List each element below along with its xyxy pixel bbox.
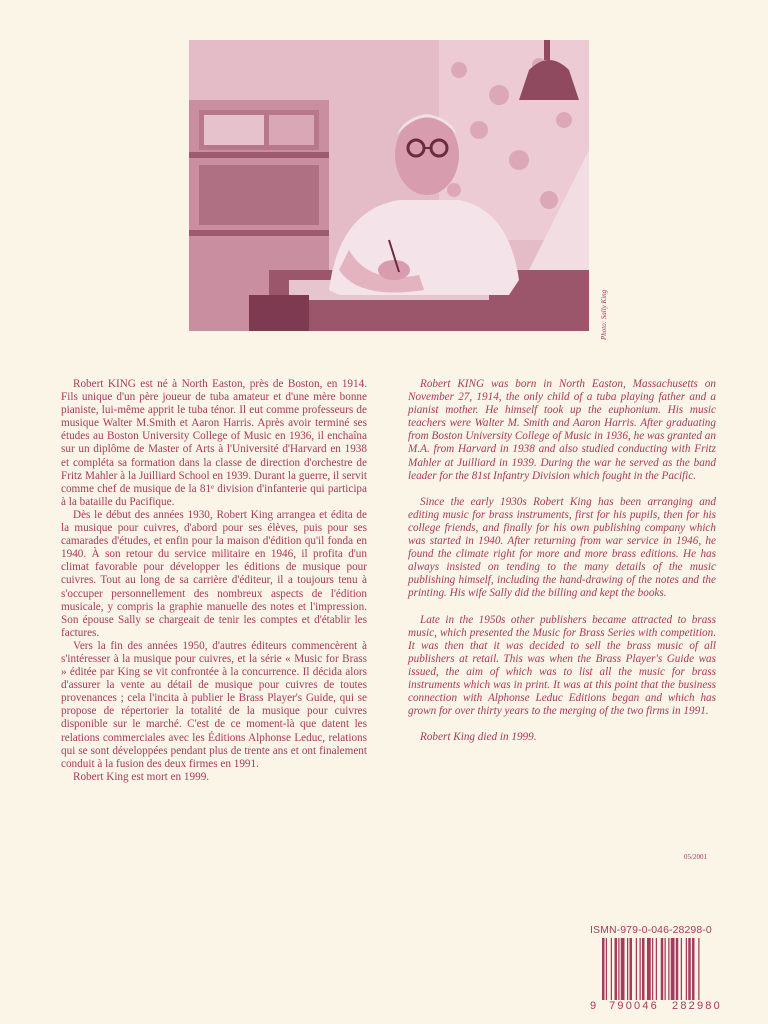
- barcode-bar: [647, 938, 651, 1000]
- portrait-photo: [189, 40, 589, 331]
- barcode-bar: [630, 938, 633, 1000]
- barcode-bar: [606, 938, 607, 1000]
- english-paragraph: Robert King died in 1999.: [420, 731, 537, 744]
- french-text-column: [61, 378, 367, 784]
- barcode-bar: [611, 938, 612, 1000]
- barcode-bar: [636, 938, 637, 1000]
- photo-credit: Photo: Sally King: [600, 289, 608, 340]
- barcode-bar: [698, 938, 699, 1000]
- portrait-illustration: [189, 40, 589, 331]
- date-code: 05/2001: [684, 853, 707, 861]
- barcode-bar: [618, 938, 619, 1000]
- french-paragraph: Robert KING est né à North Easton, près de Boston, en 1914. Fils unique d'un père joueur de tuba amateur et d'une mère bonne pianiste, lui-même apprit le tuba ténor. Il eut comme professeurs de musique Walter M.Smith et Aaron Harris. Après avoir terminé ses études au Boston University College of Music en 1936, il enchaîna sur un diplôme de Master of Arts à l'Université d'Harvard en 1938 et compléta sa formation dans la classe de direction d'orchestre de Fritz Mahler à la Juilliard School en 1939. Durant la guerre, il servit comme chef de musique de la 81ᵉ division d'infanterie qui participa à la bataille du Pacifique.: [61, 378, 367, 508]
- french-paragraph: Dès le début des années 1930, Robert King arrangea et édita de la musique pour cuivres, d'abord pour ses élèves, puis pour ses camarades d'études, et enfin pour la maison d'édition qu'il fonda en 1940. À son retour du service militaire en 1946, il profita d'un climat favorable pour développer les éditions de musique pour cuivres. Tout au long de sa carrière d'éditeur, il a toujours tenu à s'occuper personnellement des nombreux aspects de l'édition musicale, y compris la graphie manuelle des notes et l'impression. Son épouse Sally se chargeait de tenir les comptes et d'établir les factures.: [61, 508, 367, 639]
- barcode-digits: [590, 1000, 752, 1012]
- english-paragraph: Robert KING was born in North Easton, Massachusetts on November 27, 1914, the only child of a tuba playing father and a pianist mother. He himself took up the euphonium. His music teachers were Walter M. Smith and Aaron Harris. After graduating from Boston University College of Music in 1936, he was granted an M.A. from Harvard in 1938 and also studied conducting with Fritz Mahler at Juilliard in 1939. During the war he served as the band leader for the 81st Infantry Division which fought in the Pacific.: [408, 378, 716, 482]
- barcode-bar: [668, 938, 669, 1000]
- barcode-digit-group-1: 790046: [609, 1000, 659, 1012]
- barcode-bar: [686, 938, 687, 1000]
- barcode-bar: [602, 938, 605, 1000]
- barcode-bar: [671, 938, 675, 1000]
- barcode-bar: [615, 938, 618, 1000]
- english-paragraph: Since the early 1930s Robert King has been arranging and editing music for brass instruments, first for his pupils, then for his college friends, and finally for his own publishing company which was started in 1940. After returning from war service in 1946, he found the climate right for more and more brass editions. He has always insisted on tending to the many details of the music publishing himself, including the hand-drawing of the notes and the printing. His wife Sally did the billing and kept the books.: [408, 495, 716, 600]
- english-paragraph: Late in the 1950s other publishers became attracted to brass music, which presented the Music for Brass Series with competition. It was then that it was decided to sell the brass music of all publishers at retail. This was when the Brass Player's Guide was issued, the aim of which was to list all the music for brass instruments which was in print. It was at this point that the business connection with Alphonse Leduc Editions began and which has grown for over thirty years to the merging of the two firms in 1991.: [408, 613, 716, 718]
- barcode-bar: [661, 938, 664, 1000]
- french-paragraph: Vers la fin des années 1950, d'autres éditeurs commencèrent à s'intéresser à la musique pour cuivres, et la série « Music for Brass » éditée par King se vit confrontée à la concurrence. Il décida alors d'assurer la vente au détail de musique pour cuivres de toutes provenances ; cela l'incita à publier le Brass Player's Guide, qui se propose de répertorier la totalité de la musique pour cuivres disponible sur le marché. C'est de ce moment-là que datent les relations commerciales avec les Éditions Alphonse Leduc, relations qui se sont développées pendant plus de trente ans et ont finalement conduit à la fusion des deux firmes en 1991.: [61, 639, 367, 770]
- barcode-bar: [652, 938, 653, 1000]
- ismn-number: ISMN-979-0-046-28298-0: [590, 924, 712, 936]
- french-paragraph: Robert King est mort en 1999.: [73, 770, 210, 783]
- barcode-bar: [688, 938, 691, 1000]
- barcode-bar: [676, 938, 679, 1000]
- barcode-bar: [665, 938, 666, 1000]
- barcode-bar: [621, 938, 625, 1000]
- barcode-bar: [627, 938, 628, 1000]
- english-text-column: [408, 378, 716, 744]
- barcode-bar: [681, 938, 682, 1000]
- barcode-bar: [640, 938, 641, 1000]
- barcode-bar: [642, 938, 645, 1000]
- barcode-bar: [656, 938, 657, 1000]
- barcode-digit-group-2: 282980: [672, 1000, 722, 1012]
- barcode-bar: [692, 938, 695, 1000]
- barcode-digit-first: 9: [590, 1000, 597, 1012]
